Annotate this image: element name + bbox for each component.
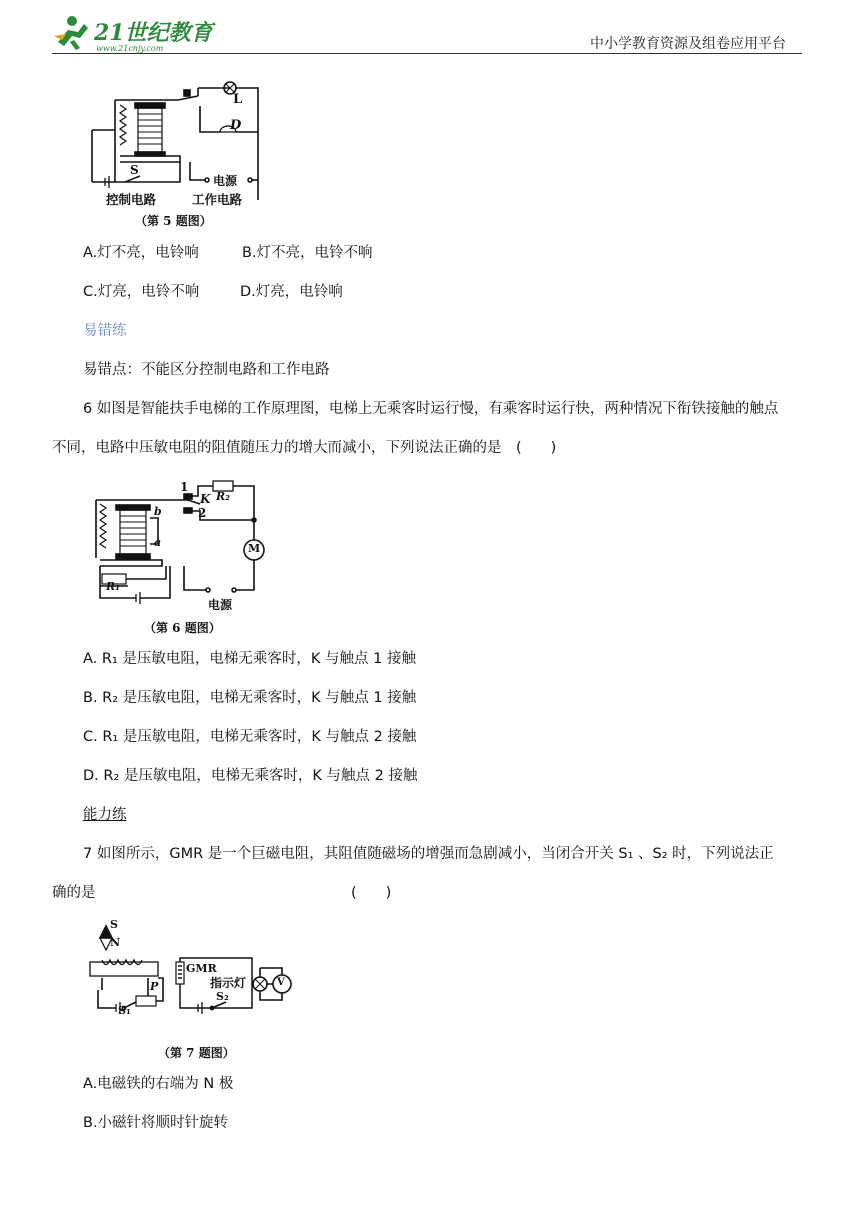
fig6-label-a: a <box>154 536 162 549</box>
fig6-label-r2: R₂ <box>216 490 230 503</box>
platform-title: 中小学教育资源及组卷应用平台 <box>590 36 786 52</box>
section-easy-heading: 易错练 <box>83 323 127 339</box>
q7-answer-bracket: ( ) <box>351 885 392 901</box>
fig5-label-power: 电源 <box>213 174 238 188</box>
fig7-label-v: V <box>277 977 285 988</box>
fig6-label-r1: R₁ <box>106 580 120 593</box>
figure-7 <box>88 918 298 1063</box>
q7-stem-line2: 确的是 <box>52 885 96 901</box>
header-divider <box>52 53 802 54</box>
q7-option-b: B.小磁针将顺时针旋转 <box>83 1115 229 1131</box>
fig7-label-lamp: 指示灯 <box>210 976 247 990</box>
q6-option-a: A. R₁ 是压敏电阻，电梯无乘客时，K 与触点 1 接触 <box>83 651 416 667</box>
q6-stem-line1: 6 如图是智能扶手电梯的工作原理图，电梯上无乘客时运行慢，有乘客时运行快，两种情况下衔铁接触的触点 <box>83 401 779 417</box>
logo-url: www.21cnjy.com <box>96 44 164 53</box>
fig7-label-s1: S₁ <box>118 1004 131 1017</box>
fig7-label-s: S <box>110 918 118 931</box>
fig6-label-power: 电源 <box>208 598 233 612</box>
fig6-label-2: 2 <box>198 506 207 520</box>
q6-option-d: D. R₂ 是压敏电阻，电梯无乘客时，K 与触点 2 接触 <box>83 768 418 784</box>
fig6-label-b: b <box>154 505 162 518</box>
q5-option-d: D.灯亮，电铃响 <box>240 284 343 300</box>
q5-option-b: B.灯不亮，电铃不响 <box>242 245 373 261</box>
fig5-caption: （第 5 题图） <box>135 214 212 228</box>
logo-text: 21世纪教育 <box>94 20 213 46</box>
runner-icon <box>54 16 88 50</box>
figure-5 <box>80 70 280 235</box>
fig6-label-m: M <box>248 542 261 555</box>
figure-6 <box>88 478 278 638</box>
fig5-label-d: D <box>230 118 242 133</box>
fig6-caption: （第 6 题图） <box>144 621 221 635</box>
site-logo <box>50 12 220 54</box>
q6-stem-line2: 不同，电路中压敏电阻的阻值随压力的增大而减小，下列说法正确的是 ( ) <box>52 440 557 456</box>
q5-option-c: C.灯亮，电铃不响 <box>83 284 200 300</box>
q6-option-b: B. R₂ 是压敏电阻，电梯无乘客时，K 与触点 1 接触 <box>83 690 417 706</box>
q6-option-c: C. R₁ 是压敏电阻，电梯无乘客时，K 与触点 2 接触 <box>83 729 417 745</box>
fig6-label-k: K <box>200 492 211 506</box>
fig7-label-gmr: GMR <box>186 962 217 975</box>
fig7-caption: （第 7 题图） <box>158 1046 235 1060</box>
fig7-label-s2: S₂ <box>216 990 229 1003</box>
fig7-label-p: P <box>150 980 159 993</box>
fig5-label-s: S <box>130 163 139 177</box>
fig5-label-l: L <box>233 92 243 107</box>
fig6-label-1: 1 <box>180 480 189 494</box>
fig5-label-control: 控制电路 <box>106 192 157 207</box>
fig5-label-work: 工作电路 <box>192 192 243 207</box>
q7-stem-line1: 7 如图所示，GMR 是一个巨磁电阻，其阻值随磁场的增强而急剧减小，当闭合开关 S₁ 、S₂ 时，下列说法正 <box>83 846 774 862</box>
easy-point: 易错点：不能区分控制电路和工作电路 <box>83 362 330 378</box>
q5-option-a: A.灯不亮，电铃响 <box>83 245 199 261</box>
fig7-label-n: N <box>110 936 121 949</box>
q7-option-a: A.电磁铁的右端为 N 极 <box>83 1076 234 1092</box>
section-ability-heading: 能力练 <box>83 807 127 823</box>
